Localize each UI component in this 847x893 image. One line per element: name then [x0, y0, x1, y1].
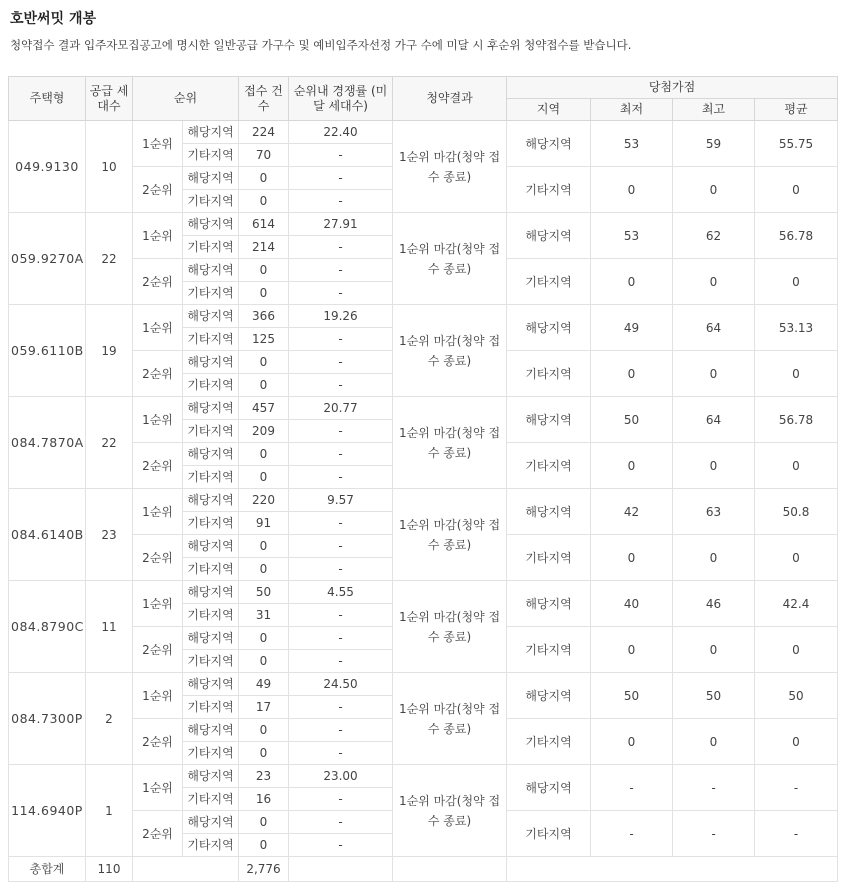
competition-rate-cell: 23.00 [289, 765, 393, 788]
score-min-cell: 0 [591, 627, 673, 673]
applications-cell: 0 [239, 742, 289, 765]
competition-rate-cell: - [289, 420, 393, 443]
result-cell: 1순위 마감(청약 접수 종료) [393, 397, 507, 489]
competition-rate-cell: - [289, 742, 393, 765]
housing-type-cell: 059.6110B [9, 305, 86, 397]
competition-rate-cell: - [289, 627, 393, 650]
score-region-cell: 기타지역 [507, 719, 591, 765]
competition-rate-cell: - [289, 650, 393, 673]
score-avg-cell: 0 [755, 259, 838, 305]
rank-cell: 2순위 [133, 811, 183, 857]
area-cell: 기타지역 [183, 696, 239, 719]
applications-cell: 0 [239, 374, 289, 397]
rank-cell: 1순위 [133, 489, 183, 535]
score-avg-cell: 53.13 [755, 305, 838, 351]
competition-rate-cell: - [289, 190, 393, 213]
area-cell: 해당지역 [183, 489, 239, 512]
score-avg-cell: 56.78 [755, 397, 838, 443]
score-min-cell: 0 [591, 167, 673, 213]
applications-cell: 214 [239, 236, 289, 259]
applications-cell: 0 [239, 167, 289, 190]
header-supply-units: 공급 세대수 [86, 77, 133, 121]
score-min-cell: 50 [591, 397, 673, 443]
total-applications-cell: 2,776 [239, 857, 289, 882]
area-cell: 해당지역 [183, 581, 239, 604]
table-body [9, 121, 838, 882]
applications-cell: 366 [239, 305, 289, 328]
applications-cell: 49 [239, 673, 289, 696]
competition-rate-cell: - [289, 512, 393, 535]
score-max-cell: 0 [673, 167, 755, 213]
rank-cell: 1순위 [133, 765, 183, 811]
score-max-cell: - [673, 811, 755, 857]
applications-cell: 220 [239, 489, 289, 512]
housing-type-cell: 059.9270A [9, 213, 86, 305]
competition-rate-cell: - [289, 604, 393, 627]
header-max: 최고 [673, 99, 755, 121]
table-row [9, 489, 838, 512]
score-min-cell: 0 [591, 259, 673, 305]
supply-units-cell: 22 [86, 397, 133, 489]
score-avg-cell: 0 [755, 535, 838, 581]
table-row [9, 121, 838, 144]
applications-cell: 0 [239, 627, 289, 650]
rank-cell: 2순위 [133, 719, 183, 765]
supply-units-cell: 19 [86, 305, 133, 397]
applications-cell: 0 [239, 558, 289, 581]
competition-rate-cell: - [289, 351, 393, 374]
score-min-cell: - [591, 811, 673, 857]
area-cell: 해당지역 [183, 121, 239, 144]
score-region-cell: 해당지역 [507, 581, 591, 627]
applications-cell: 224 [239, 121, 289, 144]
score-region-cell: 기타지역 [507, 351, 591, 397]
competition-rate-cell: - [289, 834, 393, 857]
area-cell: 기타지역 [183, 374, 239, 397]
result-cell: 1순위 마감(청약 접수 종료) [393, 305, 507, 397]
score-min-cell: 0 [591, 351, 673, 397]
score-avg-cell: - [755, 811, 838, 857]
score-max-cell: 63 [673, 489, 755, 535]
area-cell: 해당지역 [183, 673, 239, 696]
applications-cell: 0 [239, 834, 289, 857]
area-cell: 해당지역 [183, 719, 239, 742]
rank-cell: 2순위 [133, 351, 183, 397]
total-row [9, 857, 838, 882]
table-row [9, 305, 838, 328]
score-region-cell: 해당지역 [507, 305, 591, 351]
applications-cell: 23 [239, 765, 289, 788]
area-cell: 해당지역 [183, 811, 239, 834]
area-cell: 해당지역 [183, 535, 239, 558]
result-cell: 1순위 마감(청약 접수 종료) [393, 121, 507, 213]
score-avg-cell: 42.4 [755, 581, 838, 627]
score-max-cell: 64 [673, 397, 755, 443]
table-row [9, 765, 838, 788]
area-cell: 기타지역 [183, 788, 239, 811]
applications-cell: 209 [239, 420, 289, 443]
competition-rate-cell: - [289, 719, 393, 742]
supply-units-cell: 1 [86, 765, 133, 857]
score-max-cell: 0 [673, 627, 755, 673]
header-min: 최저 [591, 99, 673, 121]
competition-rate-cell: 9.57 [289, 489, 393, 512]
housing-type-cell: 084.7300P [9, 673, 86, 765]
score-avg-cell: 0 [755, 719, 838, 765]
area-cell: 기타지역 [183, 558, 239, 581]
total-supply-cell: 110 [86, 857, 133, 882]
rank-cell: 1순위 [133, 213, 183, 259]
header-avg: 평균 [755, 99, 838, 121]
score-avg-cell: - [755, 765, 838, 811]
result-cell: 1순위 마감(청약 접수 종료) [393, 213, 507, 305]
score-region-cell: 해당지역 [507, 397, 591, 443]
score-region-cell: 해당지역 [507, 765, 591, 811]
score-region-cell: 기타지역 [507, 627, 591, 673]
rank-cell: 2순위 [133, 535, 183, 581]
area-cell: 해당지역 [183, 259, 239, 282]
header-winning-score: 당첨가점 [507, 77, 838, 99]
table-row [9, 213, 838, 236]
score-avg-cell: 0 [755, 351, 838, 397]
score-avg-cell: 0 [755, 627, 838, 673]
competition-rate-cell: - [289, 259, 393, 282]
area-cell: 해당지역 [183, 167, 239, 190]
header-rank: 순위 [133, 77, 239, 121]
competition-rate-cell: - [289, 374, 393, 397]
total-empty-cell [133, 857, 239, 882]
housing-type-cell: 049.9130 [9, 121, 86, 213]
area-cell: 기타지역 [183, 236, 239, 259]
area-cell: 기타지역 [183, 328, 239, 351]
rank-cell: 1순위 [133, 397, 183, 443]
applications-cell: 70 [239, 144, 289, 167]
score-max-cell: 50 [673, 673, 755, 719]
competition-rate-cell: - [289, 282, 393, 305]
applications-cell: 0 [239, 282, 289, 305]
score-avg-cell: 55.75 [755, 121, 838, 167]
score-region-cell: 기타지역 [507, 535, 591, 581]
score-region-cell: 기타지역 [507, 167, 591, 213]
score-max-cell: 0 [673, 535, 755, 581]
score-min-cell: 49 [591, 305, 673, 351]
total-empty-cell [507, 857, 838, 882]
score-avg-cell: 0 [755, 443, 838, 489]
rank-cell: 1순위 [133, 121, 183, 167]
housing-type-cell: 114.6940P [9, 765, 86, 857]
housing-type-cell: 084.6140B [9, 489, 86, 581]
area-cell: 기타지역 [183, 282, 239, 305]
competition-rate-cell: 20.77 [289, 397, 393, 420]
score-region-cell: 기타지역 [507, 811, 591, 857]
competition-rate-cell: - [289, 144, 393, 167]
score-min-cell: 42 [591, 489, 673, 535]
applications-cell: 614 [239, 213, 289, 236]
score-avg-cell: 50 [755, 673, 838, 719]
score-region-cell: 기타지역 [507, 443, 591, 489]
score-region-cell: 해당지역 [507, 489, 591, 535]
result-cell: 1순위 마감(청약 접수 종료) [393, 765, 507, 857]
score-min-cell: 0 [591, 719, 673, 765]
header-housing-type: 주택형 [9, 77, 86, 121]
score-region-cell: 해당지역 [507, 121, 591, 167]
rank-cell: 2순위 [133, 167, 183, 213]
area-cell: 해당지역 [183, 627, 239, 650]
area-cell: 기타지역 [183, 650, 239, 673]
total-empty-cell [289, 857, 393, 882]
score-min-cell: 53 [591, 121, 673, 167]
applications-cell: 17 [239, 696, 289, 719]
competition-rate-cell: - [289, 167, 393, 190]
score-min-cell: - [591, 765, 673, 811]
competition-rate-cell: - [289, 696, 393, 719]
competition-rate-cell: - [289, 443, 393, 466]
competition-rate-cell: 27.91 [289, 213, 393, 236]
result-cell: 1순위 마감(청약 접수 종료) [393, 673, 507, 765]
competition-rate-cell: 4.55 [289, 581, 393, 604]
score-max-cell: 46 [673, 581, 755, 627]
competition-rate-cell: - [289, 811, 393, 834]
competition-rate-cell: - [289, 535, 393, 558]
applications-cell: 0 [239, 811, 289, 834]
total-empty-cell [393, 857, 507, 882]
score-avg-cell: 0 [755, 167, 838, 213]
supply-units-cell: 11 [86, 581, 133, 673]
area-cell: 기타지역 [183, 190, 239, 213]
rank-cell: 1순위 [133, 673, 183, 719]
area-cell: 기타지역 [183, 742, 239, 765]
supply-units-cell: 2 [86, 673, 133, 765]
table-row [9, 673, 838, 696]
total-label-cell: 총합계 [9, 857, 86, 882]
applications-cell: 50 [239, 581, 289, 604]
competition-rate-cell: - [289, 236, 393, 259]
score-min-cell: 50 [591, 673, 673, 719]
score-min-cell: 0 [591, 443, 673, 489]
competition-rate-cell: - [289, 788, 393, 811]
score-max-cell: - [673, 765, 755, 811]
applications-cell: 457 [239, 397, 289, 420]
applications-cell: 16 [239, 788, 289, 811]
applications-cell: 125 [239, 328, 289, 351]
page-description: 청약접수 결과 입주자모집공고에 명시한 일반공급 가구수 및 예비입주자선정 가구 수에 미달 시 후순위 청약접수를 받습니다. [10, 38, 632, 52]
score-min-cell: 53 [591, 213, 673, 259]
applications-cell: 0 [239, 190, 289, 213]
header-applications: 접수 건수 [239, 77, 289, 121]
rank-cell: 1순위 [133, 581, 183, 627]
subscription-results-table [8, 76, 838, 882]
area-cell: 해당지역 [183, 305, 239, 328]
score-max-cell: 0 [673, 443, 755, 489]
table-row [9, 581, 838, 604]
applications-cell: 31 [239, 604, 289, 627]
rank-cell: 2순위 [133, 259, 183, 305]
result-cell: 1순위 마감(청약 접수 종료) [393, 489, 507, 581]
area-cell: 기타지역 [183, 420, 239, 443]
score-min-cell: 0 [591, 535, 673, 581]
score-avg-cell: 56.78 [755, 213, 838, 259]
score-max-cell: 0 [673, 259, 755, 305]
area-cell: 기타지역 [183, 834, 239, 857]
header-result: 청약결과 [393, 77, 507, 121]
score-avg-cell: 50.8 [755, 489, 838, 535]
score-region-cell: 해당지역 [507, 673, 591, 719]
area-cell: 기타지역 [183, 512, 239, 535]
area-cell: 해당지역 [183, 351, 239, 374]
rank-cell: 2순위 [133, 443, 183, 489]
applications-cell: 0 [239, 719, 289, 742]
rank-cell: 1순위 [133, 305, 183, 351]
supply-units-cell: 10 [86, 121, 133, 213]
housing-type-cell: 084.8790C [9, 581, 86, 673]
applications-cell: 0 [239, 466, 289, 489]
applications-cell: 0 [239, 535, 289, 558]
applications-cell: 0 [239, 650, 289, 673]
supply-units-cell: 23 [86, 489, 133, 581]
area-cell: 해당지역 [183, 443, 239, 466]
applications-cell: 0 [239, 351, 289, 374]
score-max-cell: 59 [673, 121, 755, 167]
score-region-cell: 기타지역 [507, 259, 591, 305]
rank-cell: 2순위 [133, 627, 183, 673]
applications-cell: 0 [239, 259, 289, 282]
competition-rate-cell: - [289, 466, 393, 489]
competition-rate-cell: 19.26 [289, 305, 393, 328]
table-row [9, 397, 838, 420]
score-max-cell: 0 [673, 719, 755, 765]
area-cell: 기타지역 [183, 144, 239, 167]
competition-rate-cell: 22.40 [289, 121, 393, 144]
competition-rate-cell: - [289, 328, 393, 351]
score-min-cell: 40 [591, 581, 673, 627]
competition-rate-cell: 24.50 [289, 673, 393, 696]
score-max-cell: 0 [673, 351, 755, 397]
housing-type-cell: 084.7870A [9, 397, 86, 489]
score-max-cell: 62 [673, 213, 755, 259]
area-cell: 해당지역 [183, 397, 239, 420]
score-max-cell: 64 [673, 305, 755, 351]
applications-cell: 91 [239, 512, 289, 535]
header-region: 지역 [507, 99, 591, 121]
area-cell: 해당지역 [183, 765, 239, 788]
header-competition: 순위내 경쟁률 (미달 세대수) [289, 77, 393, 121]
applications-cell: 0 [239, 443, 289, 466]
area-cell: 해당지역 [183, 213, 239, 236]
competition-rate-cell: - [289, 558, 393, 581]
score-region-cell: 해당지역 [507, 213, 591, 259]
page-title: 호반써밋 개봉 [10, 11, 97, 27]
supply-units-cell: 22 [86, 213, 133, 305]
area-cell: 기타지역 [183, 466, 239, 489]
result-cell: 1순위 마감(청약 접수 종료) [393, 581, 507, 673]
area-cell: 기타지역 [183, 604, 239, 627]
